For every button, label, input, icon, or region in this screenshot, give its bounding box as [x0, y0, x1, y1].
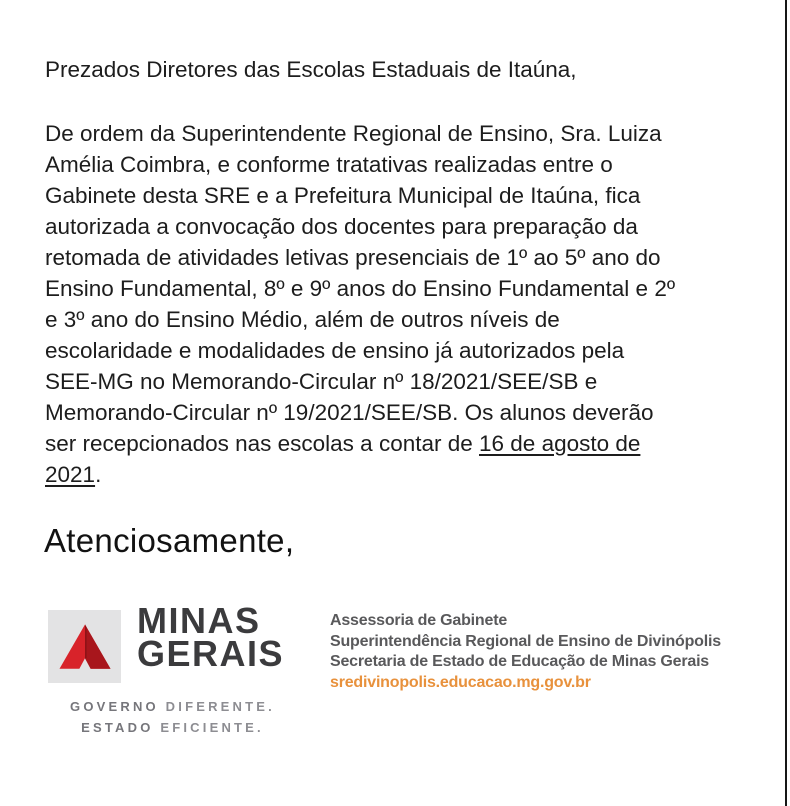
body-line: De ordem da Superintendente Regional de Ensino, Sra. Luiza: [45, 121, 662, 146]
minas-gerais-wordmark: [137, 600, 285, 674]
letter-body: [45, 118, 675, 490]
contact-block: [330, 611, 721, 693]
minas-gerais-logo: [48, 610, 121, 683]
slogan-line: ESTADO EFICIENTE.: [81, 720, 264, 735]
body-line: escolaridade e modalidades de ensino já autorizados pela: [45, 338, 625, 363]
wordmark-line: MINAS: [137, 600, 261, 641]
website-link[interactable]: sredivinopolis.educacao.mg.gov.br: [330, 673, 591, 691]
slogan-line: GOVERNO DIFERENTE.: [70, 699, 275, 714]
contact-secretariat: Secretaria de Estado de Educação de Minas Gerais: [330, 653, 710, 670]
body-text-segment: ser recepcionados nas escolas a contar de: [45, 431, 480, 456]
underlined-date: 16 de agosto de: [479, 431, 641, 456]
body-line: autorizada a convocação dos docentes para preparação da: [45, 214, 638, 239]
body-line: retomada de atividades letivas presenciais de 1º ao 5º ano do: [45, 245, 661, 270]
body-text-segment: .: [95, 462, 102, 487]
body-line: Memorando-Circular nº 19/2021/SEE/SB. Os alunos deverão: [45, 400, 654, 425]
body-line: [45, 428, 675, 459]
body-line: SEE-MG no Memorando-Circular nº 18/2021/SEE/SB e: [45, 369, 598, 394]
underlined-date: 2021: [45, 462, 96, 487]
body-line: [45, 459, 675, 490]
body-line: e 3º ano do Ensino Médio, além de outros níveis de: [45, 307, 560, 332]
red-triangle-icon: [58, 622, 112, 672]
body-line: Amélia Coimbra, e conforme tratativas realizadas entre o: [45, 152, 613, 177]
body-line: Gabinete desta SRE e a Prefeitura Municipal de Itaúna, fica: [45, 183, 641, 208]
wordmark-line: GERAIS: [137, 633, 285, 674]
page-edge-line: [785, 0, 787, 806]
contact-superintendence: Superintendência Regional de Ensino de Divinópolis: [330, 632, 721, 650]
government-slogan: [50, 696, 295, 738]
closing-line: Atenciosamente,: [44, 522, 295, 559]
contact-department: Assessoria de Gabinete: [330, 612, 508, 629]
greeting-line: Prezados Diretores das Escolas Estaduais de Itaúna,: [45, 57, 577, 82]
body-line: Ensino Fundamental, 8º e 9º anos do Ensino Fundamental e 2º: [45, 276, 676, 301]
